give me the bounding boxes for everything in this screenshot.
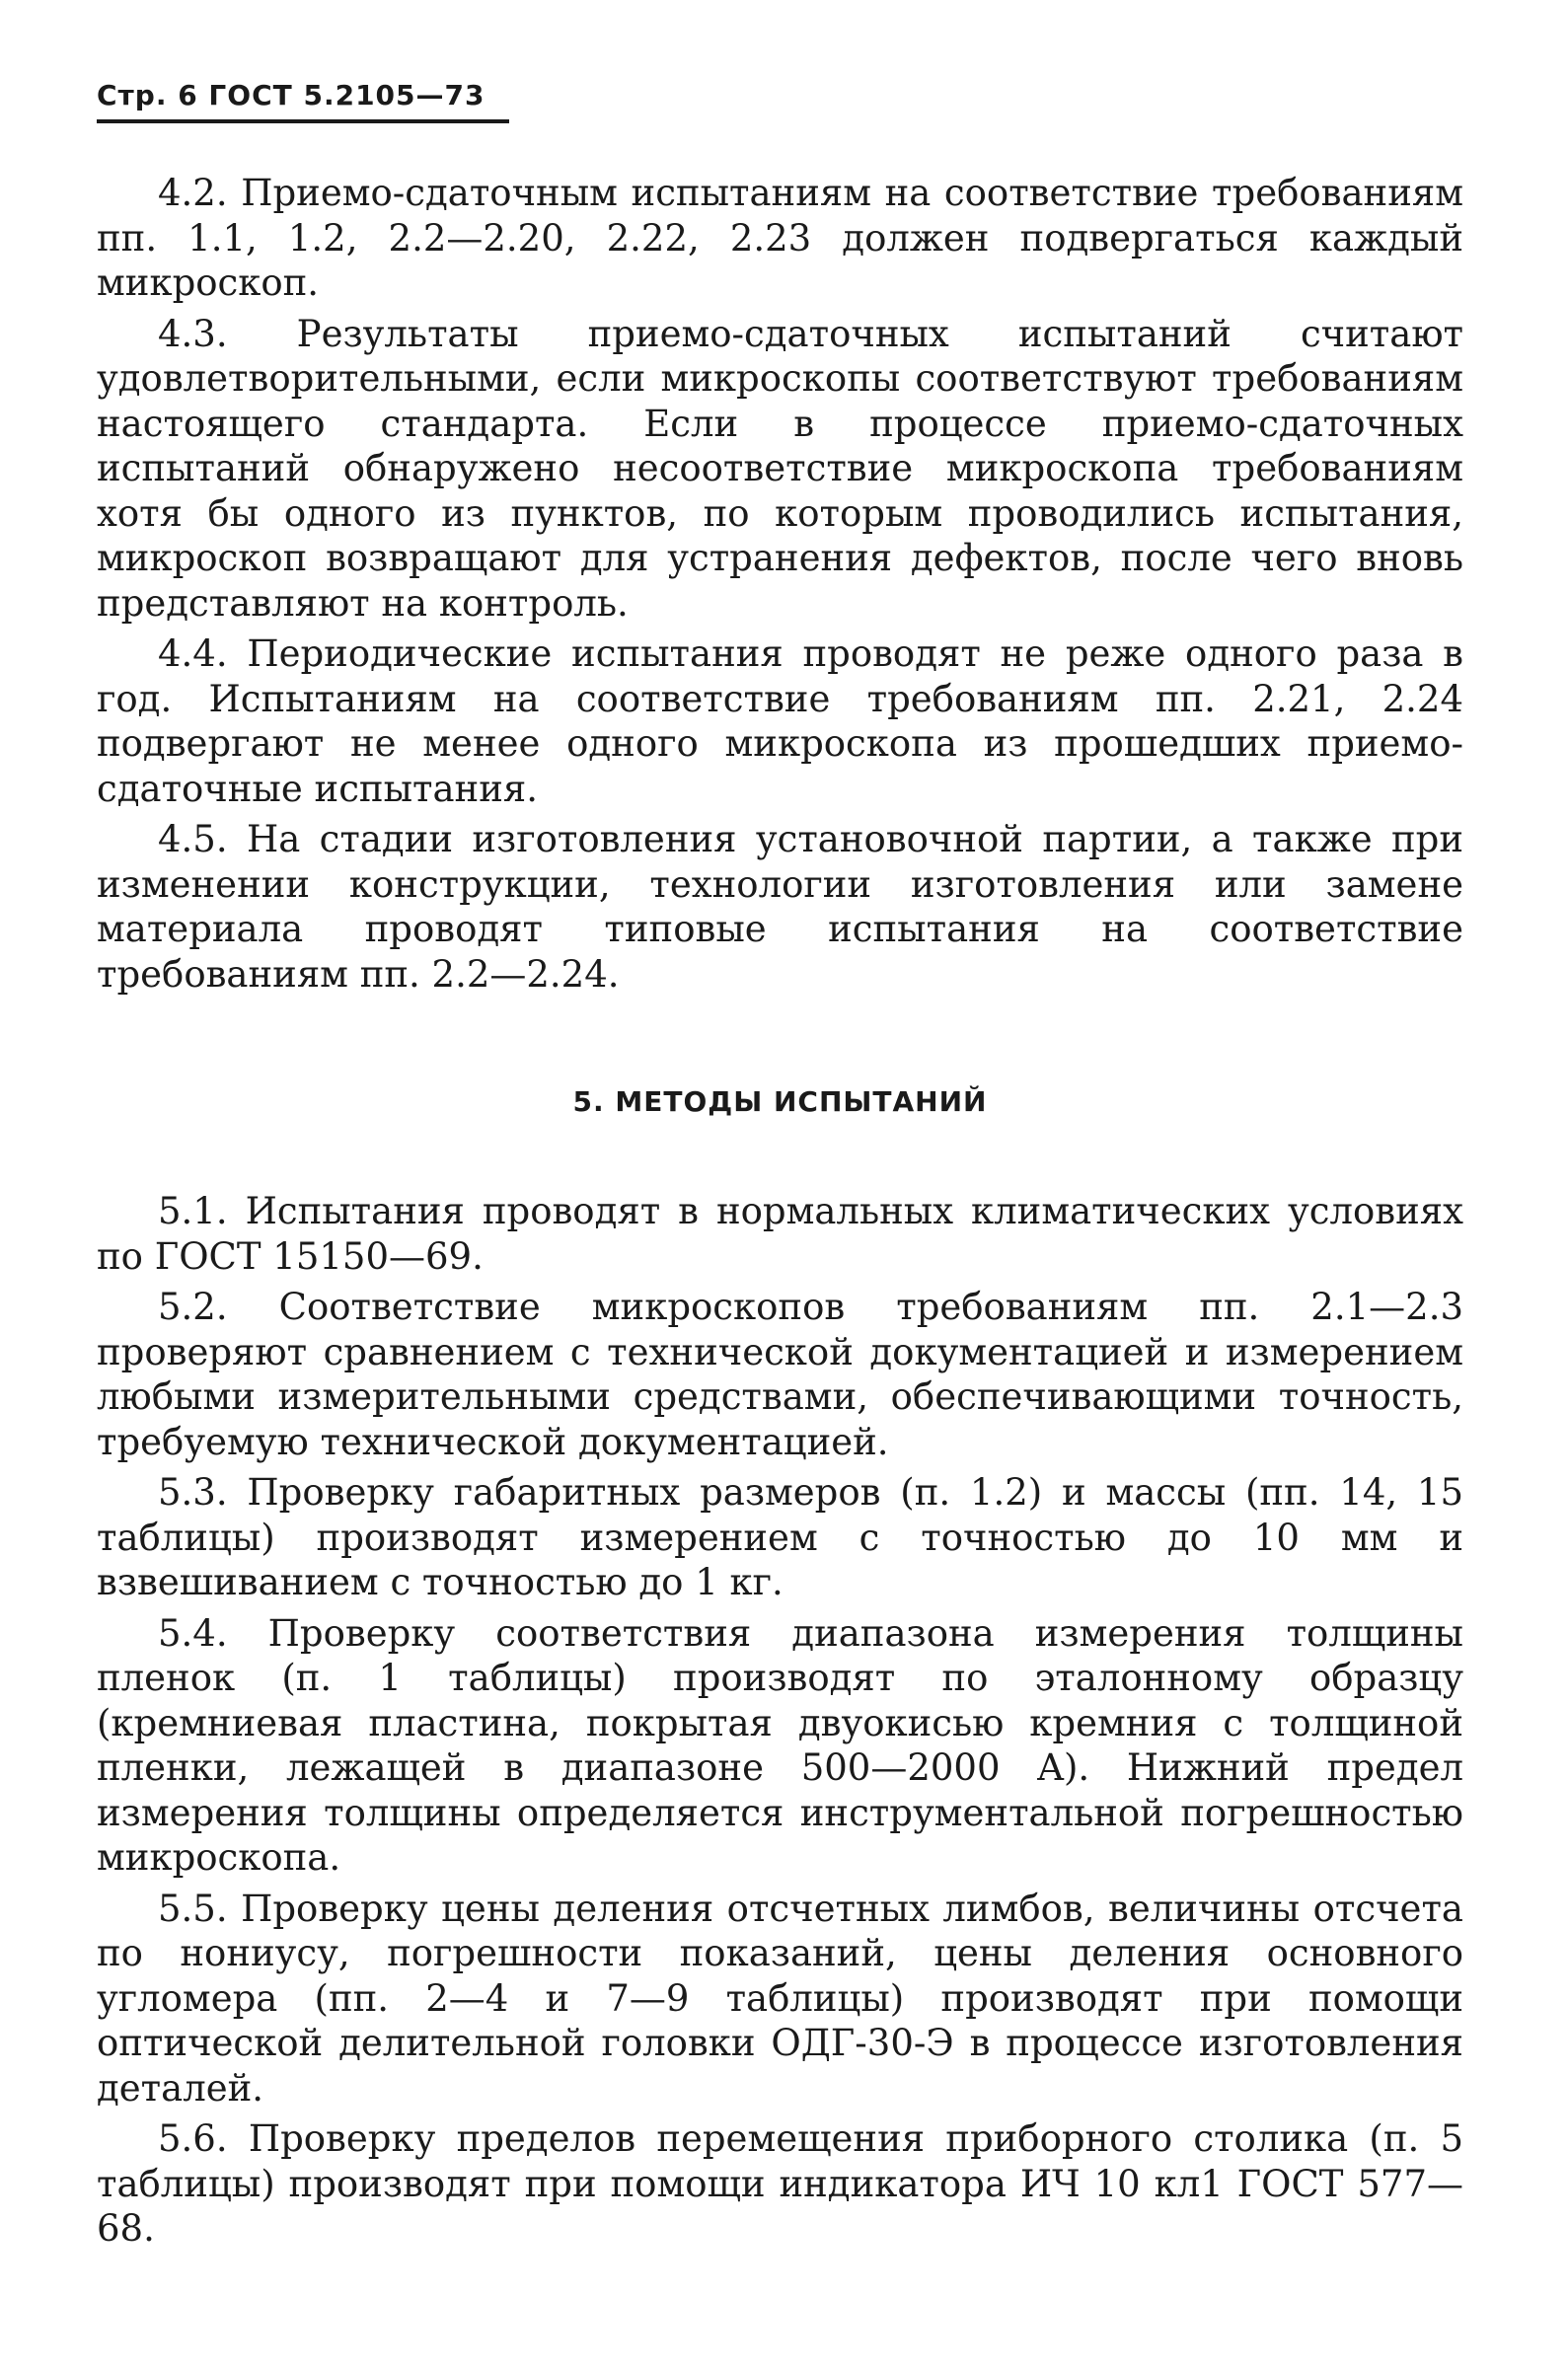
paragraph-4-3: 4.3. Результаты приемо-сдаточных испытаний считают удовлетворительными, если микроскопы соответствуют требованиям настоящего стандарта. Если в процессе приемо-сдаточных испытаний обнаружено несоответствие микроскопа требованиям хотя бы одного из пунктов, по которым проводились испытания, микроскоп возвращают для устранения дефектов, после чего вновь представляют на контроль. [97,312,1463,625]
document-body [97,171,1463,2252]
paragraph-4-5: 4.5. На стадии изготовления установочной партии, а также при изменении конструкции, технологии изготовления или замене материала проводят типовые испытания на соответствие требованиям пп. 2.2—2.24. [97,818,1463,996]
paragraph-5-4: 5.4. Проверку соответствия диапазона измерения толщины пленок (п. 1 таблицы) производят по эталонному образцу (кремниевая пластина, покрытая двуокисью кремния с толщиной пленки, лежащей в диапазоне 500—2000 A). Нижний предел измерения толщины определяется инструментальной погрешностью микроскопа. [97,1611,1463,1879]
paragraph-5-5: 5.5. Проверку цены деления отсчетных лимбов, величины отсчета по нониусу, погрешности показаний, цены деления основного угломера (пп. 2—4 и 7—9 таблицы) производят при помощи оптической делительной головки ОДГ-30-Э в процессе изготовления деталей. [97,1887,1463,2110]
section-title-test-methods: 5. МЕТОДЫ ИСПЫТАНИЙ [572,1085,988,1118]
paragraph-5-2: 5.2. Соответствие микроскопов требованиям пп. 2.1—2.3 проверяют сравнением с технической документацией и измерением любыми измерительными средствами, обеспечивающими точность, требуемую технической документацией. [97,1286,1463,1463]
paragraph-4-4: 4.4. Периодические испытания проводят не реже одного раза в год. Испытаниям на соответствие требованиям пп. 2.21, 2.24 подвергают не менее одного микроскопа из прошедших приемо-сдаточные испытания. [97,632,1463,810]
document-page [97,79,1463,2258]
page-header: Стр. 6 ГОСТ 5.2105—73 [97,79,509,123]
paragraph-5-3: 5.3. Проверку габаритных размеров (п. 1.2) и массы (пп. 14, 15 таблицы) производят измерением с точностью до 10 мм и взвешиванием с точностью до 1 кг. [97,1471,1463,1603]
paragraph-5-1: 5.1. Испытания проводят в нормальных климатических условиях по ГОСТ 15150—69. [97,1190,1463,1278]
paragraph-4-2: 4.2. Приемо-сдаточным испытаниям на соответствие требованиям пп. 1.1, 1.2, 2.2—2.20, 2.22, 2.23 должен подвергаться каждый микроскоп. [97,172,1463,304]
paragraph-5-6: 5.6. Проверку пределов перемещения приборного столика (п. 5 таблицы) производят при помощи индикатора ИЧ 10 кл1 ГОСТ 577—68. [97,2117,1463,2250]
